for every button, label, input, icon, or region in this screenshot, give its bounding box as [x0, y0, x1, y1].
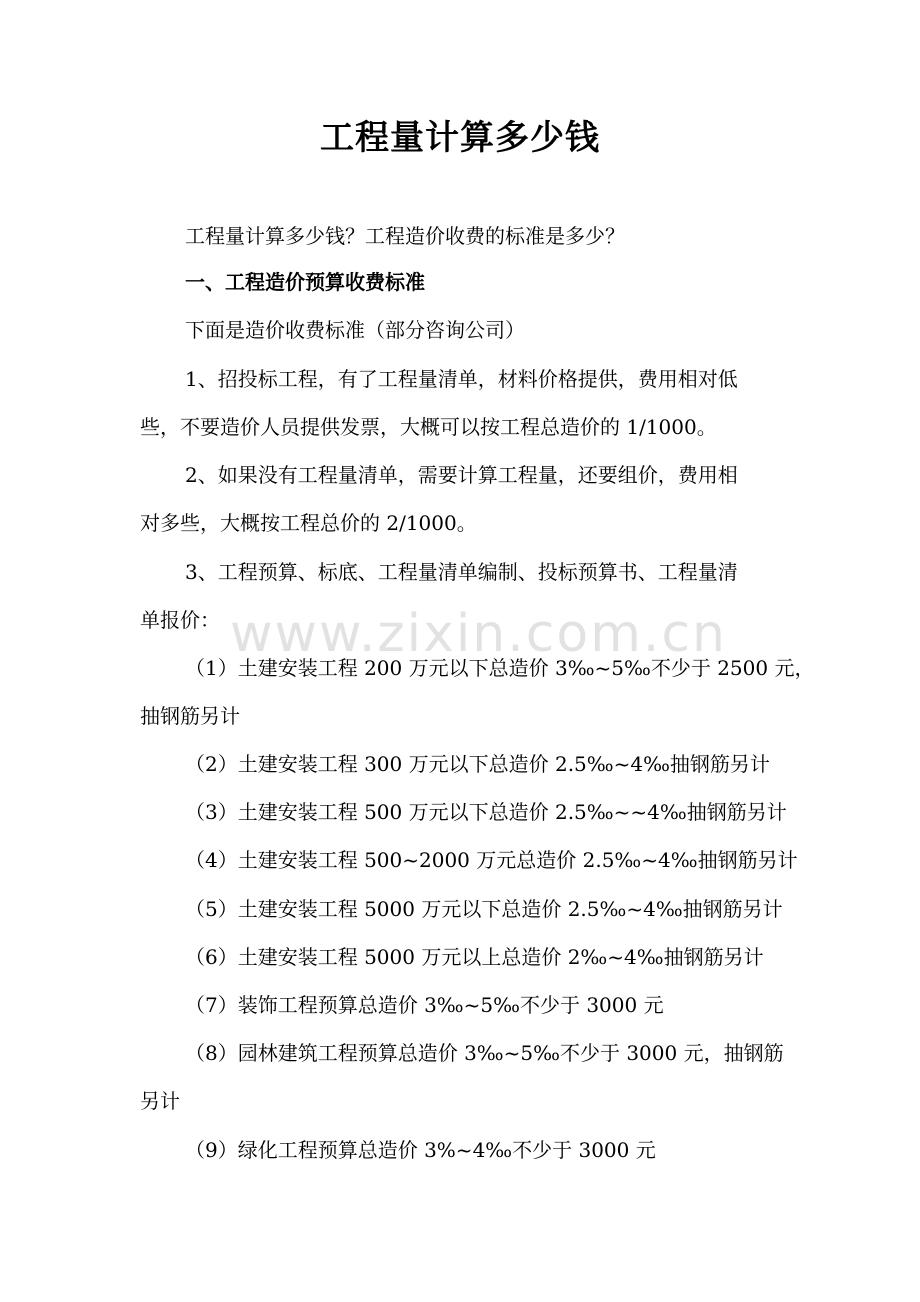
- item-2-line-2: 对多些，大概按工程总价的 2/1000。: [140, 511, 477, 535]
- intro-paragraph: 工程量计算多少钱？工程造价收费的标准是多少？: [185, 224, 625, 248]
- sub-item-2: （2）土建安装工程 300 万元以下总造价 2.5‰~4‰抽钢筋另计: [185, 752, 770, 776]
- sub-item-6: （6）土建安装工程 5000 万元以上总造价 2‰~4‰抽钢筋另计: [185, 945, 764, 969]
- sub-item-8-line-2: 另计: [140, 1089, 180, 1113]
- item-1-line-2: 些，不要造价人员提供发票，大概可以按工程总造价的 1/1000。: [140, 415, 717, 439]
- sub-item-9: （9）绿化工程预算总造价 3%~4‰不少于 3000 元: [185, 1138, 656, 1162]
- sub-item-8-line-1: （8）园林建筑工程预算总造价 3‰~5‰不少于 3000 元，抽钢筋: [185, 1041, 784, 1065]
- item-2-line-1: 2、如果没有工程量清单，需要计算工程量，还要组价，费用相: [185, 463, 738, 487]
- sub-item-4: （4）土建安装工程 500~2000 万元总造价 2.5‰~4‰抽钢筋另计: [185, 848, 798, 872]
- document-title: 工程量计算多少钱: [320, 118, 600, 158]
- watermark-text: www.zixin.com.cn: [230, 604, 727, 664]
- item-3-line-2: 单报价：: [140, 608, 220, 632]
- sub-item-1-line-1: （1）土建安装工程 200 万元以下总造价 3‰~5‰不少于 2500 元，: [185, 656, 815, 680]
- item-1-line-1: 1、招投标工程，有了工程量清单，材料价格提供，费用相对低: [185, 367, 738, 391]
- item-3-line-1: 3、工程预算、标底、工程量清单编制、投标预算书、工程量清: [185, 560, 738, 584]
- sub-item-7: （7）装饰工程预算总造价 3‰~5‰不少于 3000 元: [185, 993, 664, 1017]
- sub-item-5: （5）土建安装工程 5000 万元以下总造价 2.5‰~4‰抽钢筋另计: [185, 897, 783, 921]
- fee-standard-subheading: 下面是造价收费标准（部分咨询公司）: [185, 318, 525, 342]
- sub-item-3: （3）土建安装工程 500 万元以下总造价 2.5‰~~4‰抽钢筋另计: [185, 800, 787, 824]
- sub-item-1-line-2: 抽钢筋另计: [140, 704, 240, 728]
- section-heading: 一、工程造价预算收费标准: [185, 270, 425, 294]
